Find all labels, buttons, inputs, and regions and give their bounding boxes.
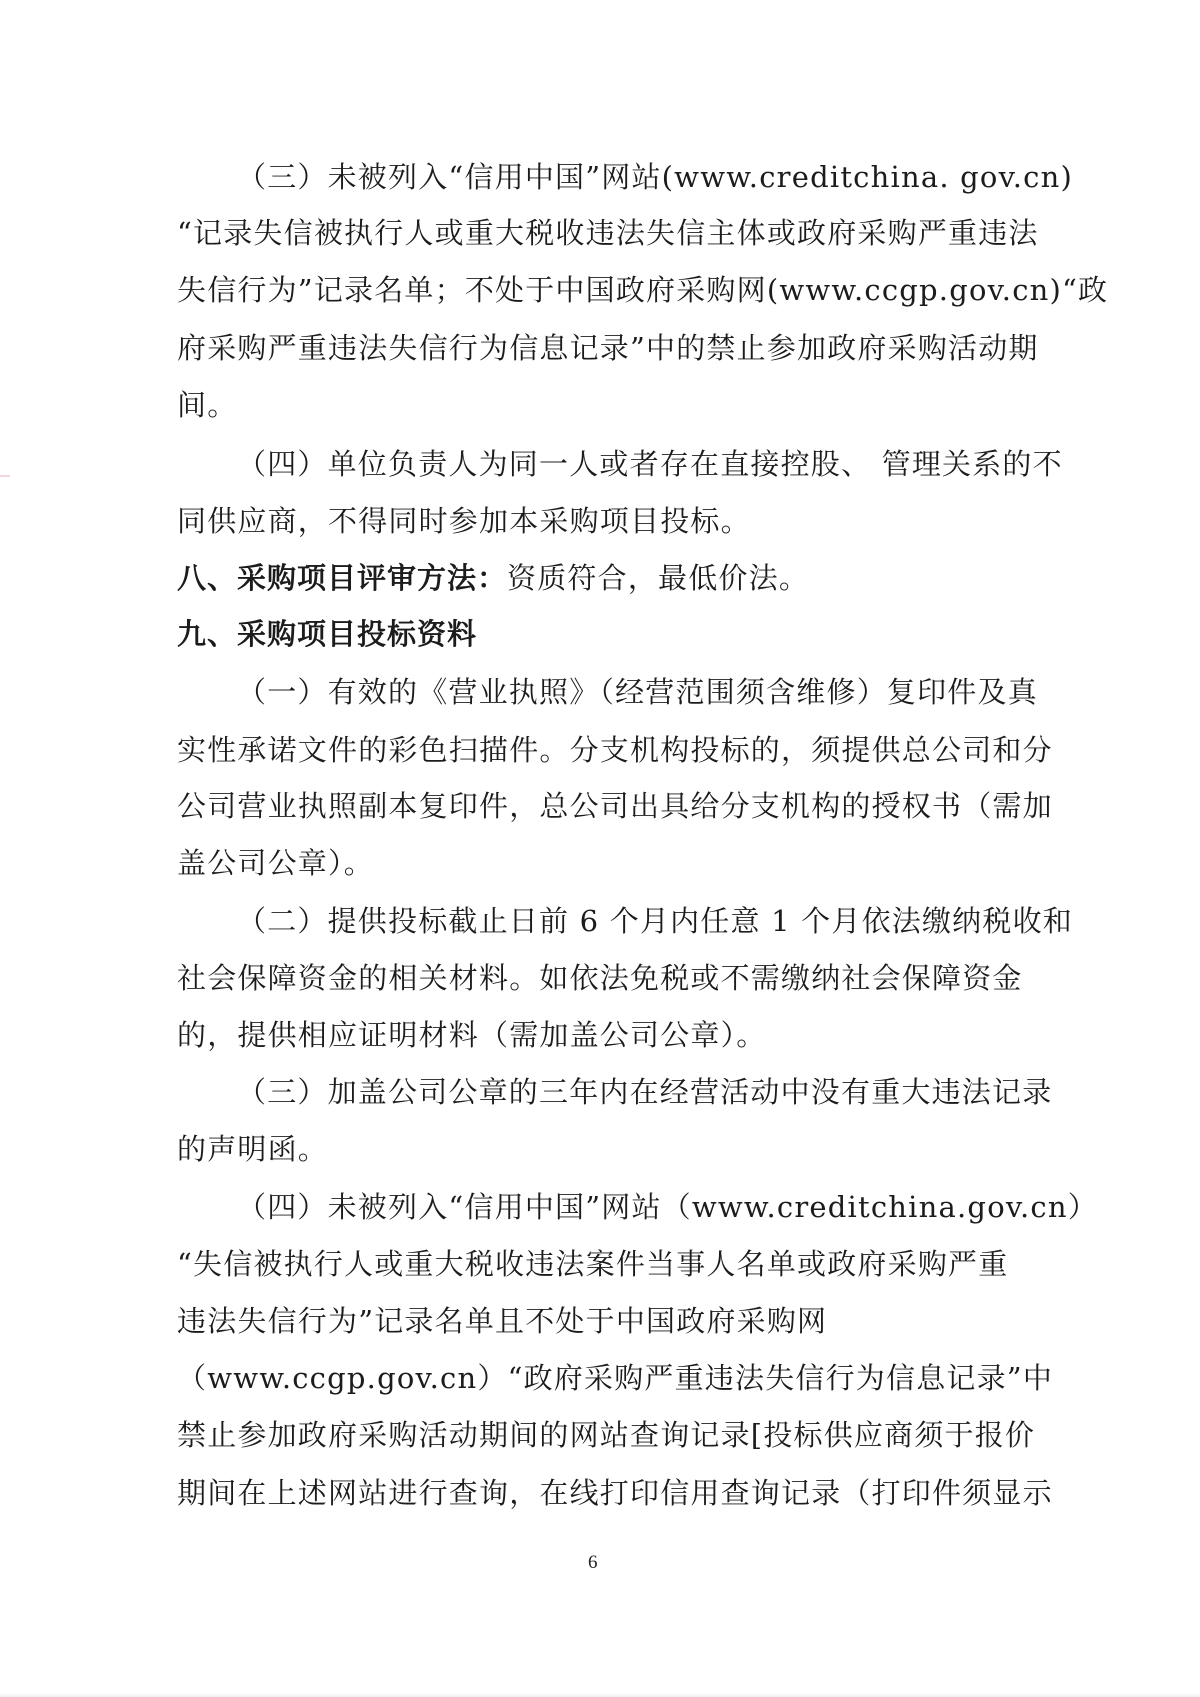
- paragraph-line: “记录失信被执行人或重大税收违法失信主体或政府采购严重违法: [177, 216, 1039, 250]
- paragraph-line: 期间在上述网站进行查询，在线打印信用查询记录（打印件须显示: [177, 1476, 1053, 1510]
- paragraph-line: “失信被执行人或重大税收违法案件当事人名单或政府采购严重: [177, 1247, 1009, 1281]
- page-number: 6: [588, 1552, 598, 1573]
- paragraph-line: 禁止参加政府采购活动期间的网站查询记录[投标供应商须于报价: [177, 1418, 1036, 1452]
- paragraph-line: （三）加盖公司公章的三年内在经营活动中没有重大违法记录: [237, 1075, 1053, 1109]
- paragraph-line: （四）单位负责人为同一人或者存在直接控股、 管理关系的不: [237, 447, 1063, 481]
- paragraph-line: （一）有效的《营业执照》（经营范围须含维修）复印件及真: [237, 675, 1038, 709]
- paragraph-line: 实性承诺文件的彩色扫描件。分支机构投标的，须提供总公司和分: [177, 733, 1053, 767]
- section-heading: 九、采购项目投标资料: [177, 617, 478, 651]
- scan-edge: [0, 1693, 1200, 1697]
- paragraph-line: 间。: [177, 388, 238, 422]
- paragraph-line: （二）提供投标截止日前 6 个月内任意 1 个月依法缴纳税收和: [237, 904, 1073, 938]
- paragraph-line: 公司营业执照副本复印件，总公司出具给分支机构的授权书（需加: [177, 789, 1053, 823]
- paragraph-line: 失信行为”记录名单；不处于中国政府采购网(www.ccgp.gov.cn)“政: [177, 273, 1109, 307]
- paragraph-line: 的声明函。: [177, 1132, 329, 1166]
- section-8-line: [177, 558, 809, 598]
- paragraph-line: 违法失信行为”记录名单且不处于中国政府采购网: [177, 1304, 828, 1338]
- scan-artifact: [0, 475, 10, 477]
- paragraph-line: （www.ccgp.gov.cn）“政府采购严重违法失信行为信息记录”中: [177, 1361, 1054, 1395]
- paragraph-line: 盖公司公章）。: [177, 846, 374, 880]
- paragraph-line: 同供应商，不得同时参加本采购项目投标。: [177, 504, 751, 538]
- section-text: 资质符合，最低价法。: [507, 561, 810, 595]
- paragraph-line: 府采购严重违法失信行为信息记录”中的禁止参加政府采购活动期: [177, 331, 1039, 365]
- paragraph-line: 社会保障资金的相关材料。如依法免税或不需缴纳社会保障资金: [177, 961, 1023, 995]
- paragraph-line: （四）未被列入“信用中国”网站（www.creditchina.gov.cn）: [237, 1190, 1098, 1224]
- paragraph-line: 的，提供相应证明材料（需加盖公司公章）。: [177, 1018, 767, 1052]
- paragraph-line: （三）未被列入“信用中国”网站(www.creditchina. gov.cn): [237, 160, 1073, 194]
- section-heading: 八、采购项目评审方法：: [177, 561, 508, 595]
